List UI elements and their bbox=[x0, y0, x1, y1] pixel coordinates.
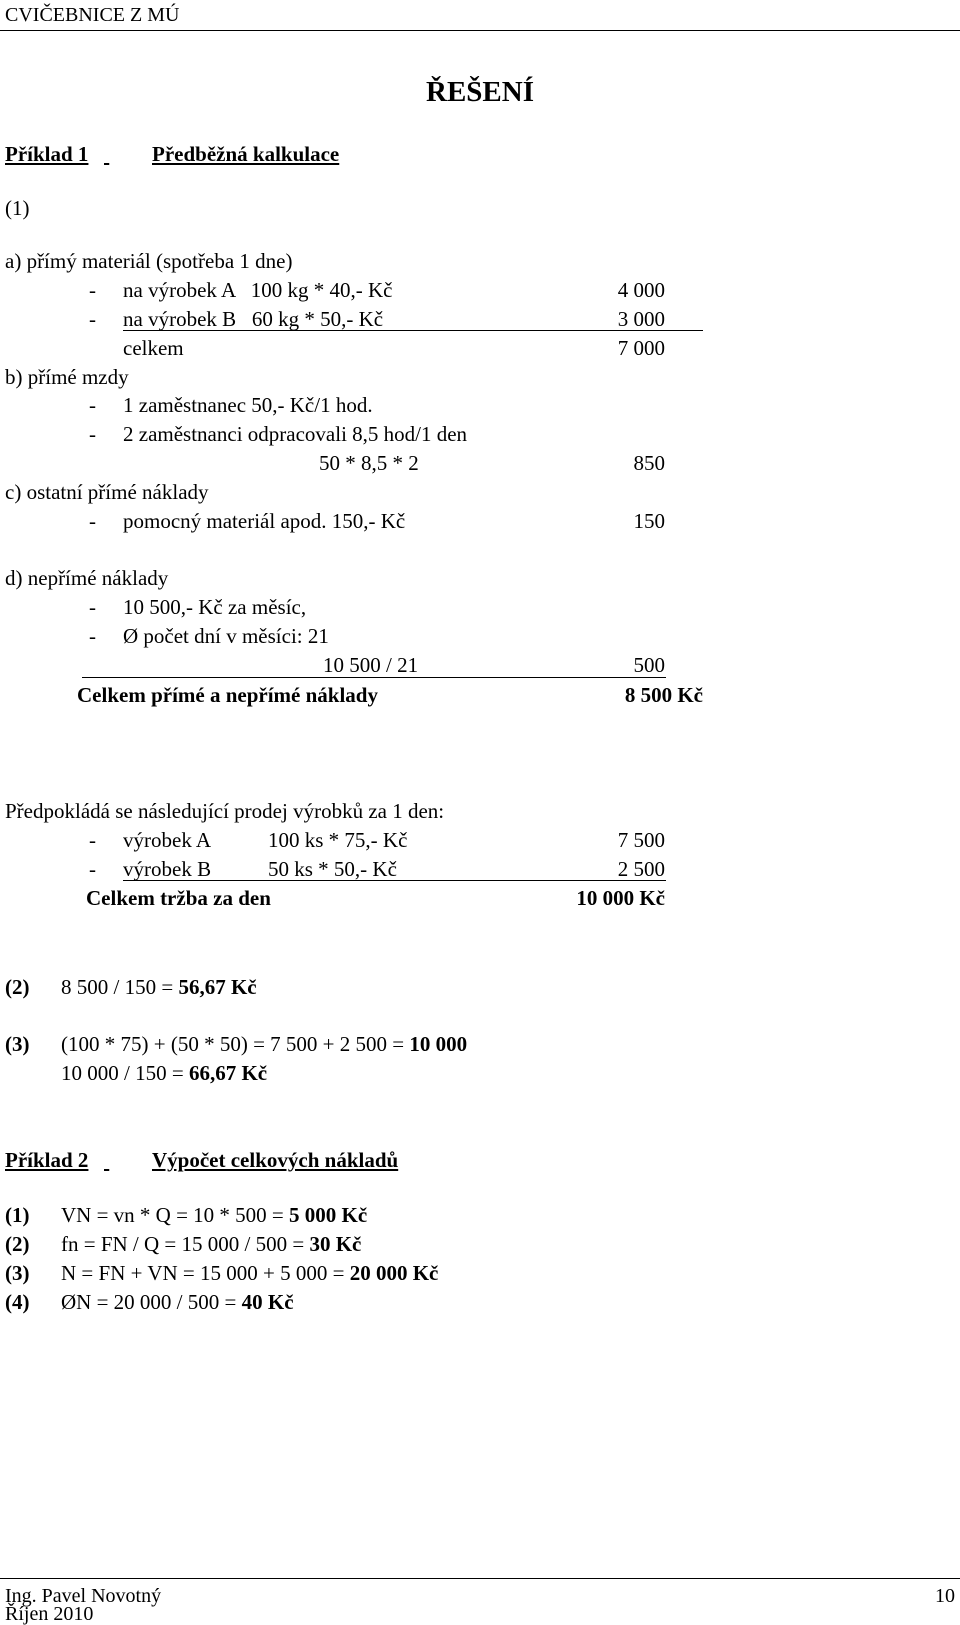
amount-value: 500 bbox=[633, 653, 665, 677]
footer-author: Ing. Pavel Novotný bbox=[5, 1585, 162, 1607]
formula-text: ØN = 20 000 / 500 = bbox=[61, 1290, 242, 1314]
part-3-expression-line-2 bbox=[61, 1061, 267, 1085]
header-title: CVIČEBNICE Z MÚ bbox=[5, 4, 180, 26]
total-costs-label: Celkem přímé a nepřímé náklady bbox=[77, 683, 378, 707]
formula-result: 30 Kč bbox=[309, 1232, 362, 1256]
footer-date: Říjen 2010 bbox=[5, 1603, 94, 1625]
example-1-title: Předběžná kalkulace bbox=[152, 142, 340, 166]
subtotal-rule bbox=[123, 330, 703, 331]
formula-result: 20 000 Kč bbox=[349, 1261, 439, 1285]
part-3-label: (3) bbox=[5, 1032, 30, 1056]
solution-heading: ŘEŠENÍ bbox=[426, 76, 534, 108]
list-item: 10 500,- Kč za měsíc, bbox=[123, 595, 307, 619]
part-2-label: (2) bbox=[5, 975, 30, 999]
section-b-title: b) přímé mzdy bbox=[5, 365, 129, 389]
header-rule bbox=[0, 30, 960, 31]
part-2-expression bbox=[61, 975, 257, 999]
section-d-title: d) nepřímé náklady bbox=[5, 566, 169, 590]
calculation: 50 * 8,5 * 2 bbox=[319, 451, 419, 475]
list-dash: - bbox=[89, 509, 96, 533]
list-dash: - bbox=[89, 828, 96, 852]
sales-product: výrobek B bbox=[123, 857, 212, 881]
formula-number: (3) bbox=[5, 1261, 30, 1285]
list-dash: - bbox=[89, 595, 96, 619]
formula-row bbox=[61, 1290, 294, 1314]
sales-total-value: 10 000 Kč bbox=[576, 886, 665, 910]
list-item: 1 zaměstnanec 50,- Kč/1 hod. bbox=[123, 393, 373, 417]
subtotal-label: celkem bbox=[123, 336, 184, 360]
formula-row bbox=[61, 1261, 438, 1285]
example-1-label: Příklad 1 bbox=[5, 142, 89, 166]
sales-total-label: Celkem tržba za den bbox=[86, 886, 271, 910]
expression-text: (100 * 75) + (50 * 50) = 7 500 + 2 500 = bbox=[61, 1032, 410, 1056]
example-2-title: Výpočet celkových nákladů bbox=[152, 1148, 399, 1172]
expression-result: 66,67 Kč bbox=[188, 1061, 268, 1085]
amount-value: 4 000 bbox=[617, 278, 665, 302]
formula-number: (2) bbox=[5, 1232, 30, 1256]
formula-number: (1) bbox=[5, 1203, 30, 1227]
formula-text: VN = vn * Q = 10 * 500 = bbox=[61, 1203, 290, 1227]
amount-value: 150 bbox=[633, 509, 665, 533]
example-1-title-spacer bbox=[104, 142, 152, 166]
formula-result: 5 000 Kč bbox=[289, 1203, 368, 1227]
formula-number: (4) bbox=[5, 1290, 30, 1314]
sales-total-rule bbox=[123, 880, 666, 881]
sales-calc: 100 ks * 75,- Kč bbox=[268, 828, 408, 852]
list-dash: - bbox=[89, 624, 96, 648]
amount-value: 7 500 bbox=[617, 828, 665, 852]
list-dash: - bbox=[89, 307, 96, 331]
list-item: 2 zaměstnanci odpracovali 8,5 hod/1 den bbox=[123, 422, 468, 446]
list-item: na výrobek B 60 kg * 50,- Kč bbox=[123, 307, 384, 331]
page-number: 10 bbox=[935, 1585, 955, 1607]
list-dash: - bbox=[89, 393, 96, 417]
formula-text: fn = FN / Q = 15 000 / 500 = bbox=[61, 1232, 310, 1256]
part-3-expression bbox=[61, 1032, 467, 1056]
total-costs-value: 8 500 Kč bbox=[624, 683, 703, 707]
amount-value: 3 000 bbox=[617, 307, 665, 331]
sales-calc: 50 ks * 50,- Kč bbox=[268, 857, 397, 881]
list-dash: - bbox=[89, 857, 96, 881]
list-item: Ø počet dní v měsíci: 21 bbox=[123, 624, 329, 648]
amount-value: 850 bbox=[633, 451, 665, 475]
formula-result: 40 Kč bbox=[241, 1290, 294, 1314]
sales-intro: Předpokládá se následující prodej výrobků za 1 den: bbox=[5, 799, 445, 823]
expression-text: 8 500 / 150 = bbox=[61, 975, 179, 999]
calculation: 10 500 / 21 bbox=[323, 653, 419, 677]
subtotal-value: 7 000 bbox=[617, 336, 665, 360]
list-item: pomocný materiál apod. 150,- Kč bbox=[123, 509, 406, 533]
formula-row bbox=[61, 1203, 367, 1227]
expression-result: 56,67 Kč bbox=[178, 975, 257, 999]
list-dash: - bbox=[89, 422, 96, 446]
footer-rule bbox=[0, 1578, 960, 1579]
section-c-title: c) ostatní přímé náklady bbox=[5, 480, 209, 504]
list-dash: - bbox=[89, 278, 96, 302]
example-2-title-spacer bbox=[104, 1148, 152, 1172]
sales-product: výrobek A bbox=[123, 828, 212, 852]
expression-text: 10 000 / 150 = bbox=[61, 1061, 189, 1085]
total-rule bbox=[82, 677, 666, 678]
part-1-label: (1) bbox=[5, 196, 30, 220]
expression-result: 10 000 bbox=[409, 1032, 468, 1056]
section-a-title: a) přímý materiál (spotřeba 1 dne) bbox=[5, 249, 293, 273]
example-2-label: Příklad 2 bbox=[5, 1148, 89, 1172]
formula-text: N = FN + VN = 15 000 + 5 000 = bbox=[61, 1261, 350, 1285]
list-item: na výrobek A 100 kg * 40,- Kč bbox=[123, 278, 393, 302]
formula-row bbox=[61, 1232, 361, 1256]
amount-value: 2 500 bbox=[617, 857, 665, 881]
